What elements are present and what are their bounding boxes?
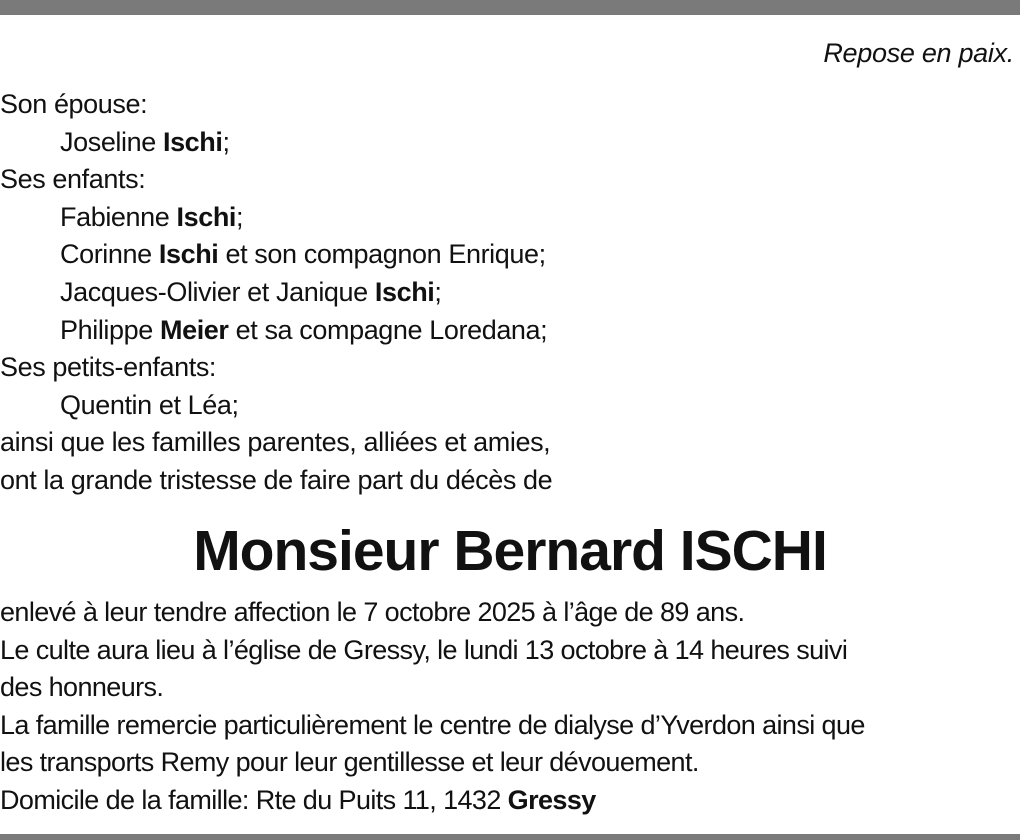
details-block <box>0 594 1020 820</box>
surname: Ischi <box>158 239 219 270</box>
motto: Repose en paix. <box>823 38 1014 68</box>
child-name: Fabienne Ischi; <box>60 201 244 232</box>
child-name: Corinne Ischi et son compagnon Enrique; <box>60 239 546 270</box>
spouse-name: Joseline Ischi; <box>60 126 230 157</box>
surname: Meier <box>159 314 229 345</box>
announcement-line: ont la grande tristesse de faire part du décès de <box>0 464 553 495</box>
surname: Ischi <box>374 276 435 307</box>
grandchildren-heading: Ses petits-enfants: <box>0 352 217 383</box>
grandchildren-names: Quentin et Léa; <box>60 389 239 420</box>
details-line: Le culte aura lieu à l’église de Gressy, le lundi 13 octobre à 14 heures suivi <box>0 634 848 665</box>
child-name: Jacques-Olivier et Janique Ischi; <box>60 276 442 307</box>
top-divider <box>0 0 1020 15</box>
deceased-name: Monsieur Bernard ISCHI <box>193 519 827 583</box>
details-line: les transports Remy pour leur gentillesse et leur dévouement. <box>0 747 699 778</box>
spouse-heading: Son épouse: <box>0 89 148 119</box>
domicile-town: Gressy <box>507 784 596 815</box>
family-list <box>0 86 1020 500</box>
details-line: La famille remercie particulièrement le centre de dialyse d’Yverdon ainsi que <box>0 709 865 740</box>
bottom-divider <box>0 834 1020 840</box>
relatives-line: ainsi que les familles parentes, alliées et amies, <box>0 427 551 458</box>
child-name: Philippe Meier et sa compagne Loredana; <box>60 314 548 345</box>
children-heading: Ses enfants: <box>0 164 146 195</box>
details-line: enlevé à leur tendre affection le 7 octobre 2025 à l’âge de 89 ans. <box>0 597 745 627</box>
domicile-line: Domicile de la famille: Rte du Puits 11, 1432 Gressy <box>0 784 596 815</box>
surname: Ischi <box>162 126 223 157</box>
surname: Ischi <box>176 201 237 232</box>
details-line: des honneurs. <box>0 672 164 703</box>
